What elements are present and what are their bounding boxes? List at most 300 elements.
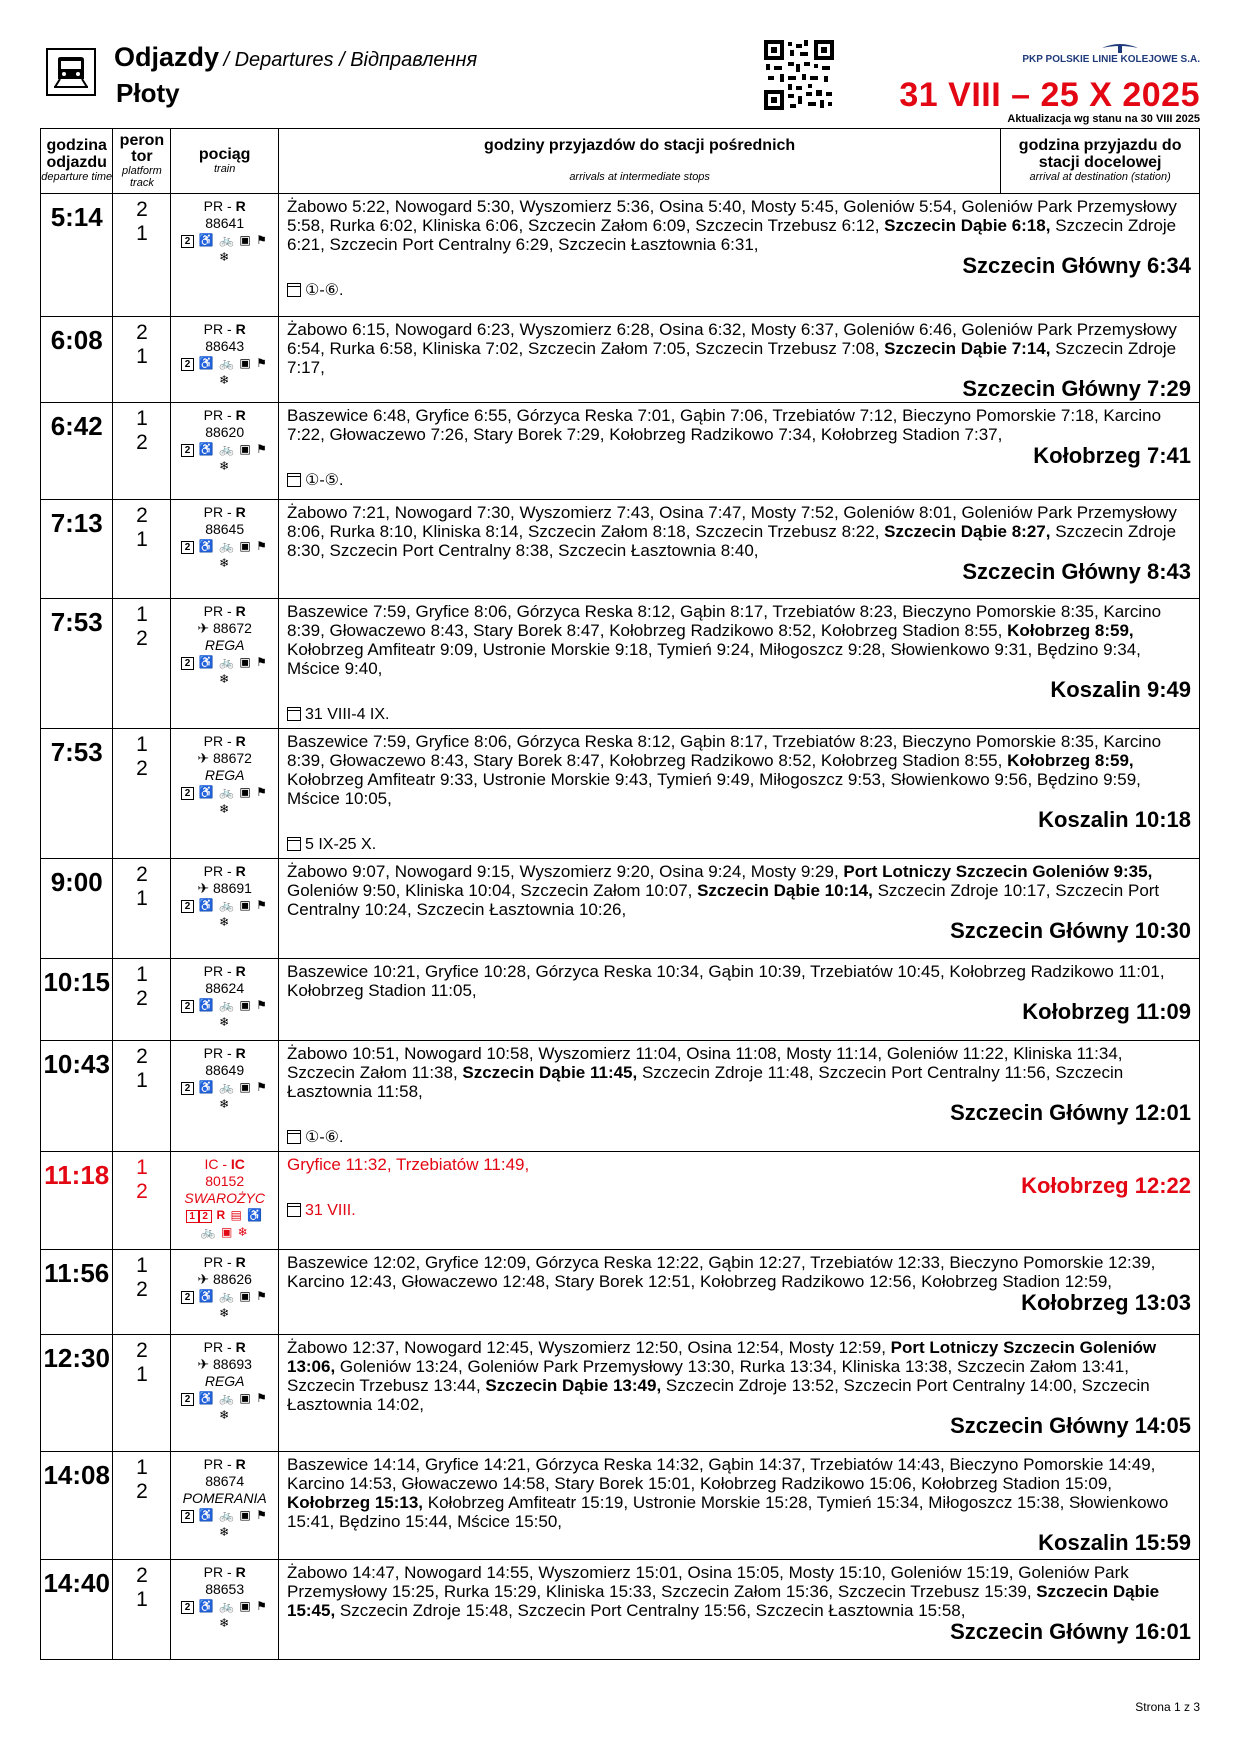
destination-arrival: Kołobrzeg 11:09 xyxy=(1022,999,1191,1024)
luggage-icon: ⚑ xyxy=(256,1508,268,1522)
second-class-icon: 2 xyxy=(181,900,194,913)
platform-track xyxy=(113,859,171,959)
intermediate-stops: Żabowo 12:37, Nowogard 12:45, Wyszomierz 12:50, Osina 12:54, Mosty 12:59, xyxy=(286,1338,891,1357)
platform: 1 xyxy=(136,407,148,430)
train-category: PR - R xyxy=(203,1339,246,1355)
air-conditioning-icon: ❄ xyxy=(219,373,231,387)
air-conditioning-icon: ❄ xyxy=(219,1097,231,1111)
train-category: PR - R xyxy=(203,198,246,214)
intermediate-stops: Baszewice 14:14, Gryfice 14:21, Górzyca Reska 14:32, Gąbin 14:37, Trzebiatów 14:43, Bieczyno Pomorskie 14:49, Karcino 14:53, Głowaczewo 14:58, Stary Borek 15:01, Kołobrzeg Radzikowo 15:06, Kołobrzeg Stadion 15:09, xyxy=(286,1455,1156,1493)
wheelchair-icon: ♿ xyxy=(198,1080,215,1094)
intermediate-stops: Kołobrzeg Amfiteatr 15:19, Ustronie Morskie 15:28, Tymień 15:34, Miłogoszcz 15:38, Słowienkowo 15:41, Będzino 15:44, Mścice 15:50, xyxy=(286,1493,1169,1531)
second-class-icon: 2 xyxy=(181,358,194,371)
bicycle-icon: 🚲 xyxy=(219,1599,236,1613)
table-row xyxy=(41,317,1200,403)
table-row xyxy=(41,1152,1200,1250)
train-number: ✈ 88626 xyxy=(197,1271,252,1287)
stops-list xyxy=(287,1455,1191,1531)
train-number: ✈ 88693 xyxy=(197,1356,252,1372)
bicycle-icon: 🚲 xyxy=(219,539,236,553)
ticket-machine-icon: ▣ xyxy=(239,1599,252,1613)
track: 1 xyxy=(136,1588,148,1611)
bicycle-icon: 🚲 xyxy=(219,1391,236,1405)
stops-list xyxy=(287,406,1191,444)
luggage-icon: ⚑ xyxy=(256,233,268,247)
air-conditioning-icon: ❄ xyxy=(219,1306,231,1320)
departure-time: 14:40 xyxy=(41,1560,113,1660)
train-info xyxy=(171,859,279,959)
destination-arrival: Szczecin Główny 8:43 xyxy=(962,559,1191,584)
departure-time: 6:08 xyxy=(41,317,113,403)
platform: 2 xyxy=(136,863,148,886)
airport-icon: ✈ xyxy=(197,1271,214,1287)
train-number: 88643 xyxy=(205,338,245,354)
luggage-icon: ⚑ xyxy=(256,1289,268,1303)
train-category: PR - R xyxy=(203,603,246,619)
destination-arrival: Koszalin 9:49 xyxy=(1050,677,1191,702)
wheelchair-icon: ♿ xyxy=(198,233,215,247)
col-train: pociąg train xyxy=(171,129,279,194)
train-info xyxy=(171,599,279,729)
intermediate-stops: Szczecin Zdroje 15:48, Szczecin Port Centralny 15:56, Szczecin Łasztownia 15:58, xyxy=(335,1601,966,1620)
train-info xyxy=(171,1152,279,1250)
train-name: REGA xyxy=(204,1373,245,1389)
train-info xyxy=(171,403,279,500)
train-features xyxy=(171,1079,278,1096)
track: 1 xyxy=(136,345,148,368)
stops-list xyxy=(287,503,1191,560)
calendar-icon xyxy=(287,707,301,721)
ticket-machine-icon: ▣ xyxy=(239,1391,252,1405)
train-info xyxy=(171,729,279,859)
track: 2 xyxy=(136,757,148,780)
major-stop: Port Lotniczy Szczecin Goleniów 13:06, xyxy=(286,1338,1157,1376)
timetable-page xyxy=(40,40,1200,1644)
train-info xyxy=(171,959,279,1041)
train-category: PR - R xyxy=(203,733,246,749)
departure-time: 9:00 xyxy=(41,859,113,959)
luggage-icon: ⚑ xyxy=(256,998,268,1012)
operating-days: ①-⑥. xyxy=(287,1128,1191,1147)
stops-list xyxy=(287,1563,1191,1620)
airport-icon: ✈ xyxy=(197,750,214,766)
train-category: PR - R xyxy=(203,1456,246,1472)
table-row xyxy=(41,1335,1200,1452)
air-conditioning-icon: ❄ xyxy=(219,556,231,570)
arrivals xyxy=(278,959,1199,1041)
arrivals xyxy=(278,859,1199,959)
train-features xyxy=(171,232,278,249)
luggage-icon: ⚑ xyxy=(256,539,268,553)
second-class-icon: 2 xyxy=(199,1210,212,1223)
train-info xyxy=(171,1250,279,1335)
platform: 2 xyxy=(136,1339,148,1362)
train-name: REGA xyxy=(204,767,245,783)
train-info xyxy=(171,1452,279,1560)
train-features xyxy=(171,1207,278,1224)
departure-time: 12:30 xyxy=(41,1335,113,1452)
col-destination: godzina przyjazdu do stacji docelowej arrival at destination (station) xyxy=(1001,129,1200,194)
platform-track xyxy=(113,1152,171,1250)
air-conditioning-icon: ❄ xyxy=(219,1408,231,1422)
train-info xyxy=(171,317,279,403)
platform-track xyxy=(113,1250,171,1335)
luggage-icon: ⚑ xyxy=(256,785,268,799)
arrivals xyxy=(278,1152,1199,1250)
calendar-icon xyxy=(287,837,301,851)
platform-track xyxy=(113,1335,171,1452)
destination-arrival: Szczecin Główny 10:30 xyxy=(950,918,1191,943)
operating-days: ①-⑤. xyxy=(287,471,1191,490)
destination-arrival: Szczecin Główny 6:34 xyxy=(962,253,1191,278)
wheelchair-icon: ♿ xyxy=(198,1289,215,1303)
platform: 2 xyxy=(136,1045,148,1068)
luggage-icon: ⚑ xyxy=(256,442,268,456)
table-row xyxy=(41,1452,1200,1560)
train-info xyxy=(171,1560,279,1660)
calendar-icon xyxy=(287,473,301,487)
wheelchair-icon: ♿ xyxy=(198,356,215,370)
operating-days: 31 VIII-4 IX. xyxy=(287,705,1191,724)
air-conditioning-icon: ❄ xyxy=(219,1616,231,1630)
major-stop: Kołobrzeg 15:13, xyxy=(286,1493,424,1512)
air-conditioning-icon: ❄ xyxy=(219,459,231,473)
operator-logo xyxy=(1000,42,1200,65)
table-header xyxy=(41,129,1200,194)
train-icon xyxy=(46,48,96,96)
bicycle-icon: 🚲 xyxy=(219,785,236,799)
ticket-machine-icon: ▣ xyxy=(239,442,252,456)
destination-arrival: Szczecin Główny 12:01 xyxy=(950,1100,1191,1125)
intermediate-stops: Baszewice 7:59, Gryfice 8:06, Górzyca Reska 8:12, Gąbin 8:17, Trzebiatów 8:23, Bieczyno Pomorskie 8:35, Karcino 8:39, Głowaczewo 8:43, Stary Borek 8:47, Kołobrzeg Radzikowo 8:52, Kołobrzeg Stadion 8:55, xyxy=(286,602,1162,640)
platform: 2 xyxy=(136,321,148,344)
ticket-icon: ▤ xyxy=(230,1208,243,1222)
ticket-machine-icon: ▣ xyxy=(239,655,252,669)
col-departure: godzina odjazdu departure time xyxy=(41,129,113,194)
operating-days: ①-⑥. xyxy=(287,281,1191,300)
intermediate-stops: Żabowo 14:47, Nowogard 14:55, Wyszomierz 15:01, Osina 15:05, Mosty 15:10, Goleniów 15:19, Goleniów Park Przemysłowy 15:25, Rurka 15:29, Kliniska 15:33, Szczecin Załom 15:36, Szczecin Trzebusz 15:39, xyxy=(286,1563,1129,1601)
ticket-machine-icon: ▣ xyxy=(239,785,252,799)
calendar-icon xyxy=(287,283,301,297)
table-row xyxy=(41,859,1200,959)
major-stop: Szczecin Dąbie 15:45, xyxy=(286,1582,1160,1620)
train-features xyxy=(171,1598,278,1615)
wheelchair-icon: ♿ xyxy=(198,785,215,799)
ticket-machine-icon: ▣ xyxy=(220,1225,234,1239)
train-info xyxy=(171,194,279,317)
title-pl: Odjazdy xyxy=(114,42,220,72)
intermediate-stops: Kołobrzeg Amfiteatr 9:33, Ustronie Morskie 9:43, Tymień 9:49, Miłogoszcz 9:53, Słowienkowo 9:56, Będzino 9:59, Mścice 10:05, xyxy=(286,770,1141,808)
ticket-machine-icon: ▣ xyxy=(239,539,252,553)
platform: 1 xyxy=(136,963,148,986)
airport-icon: ✈ xyxy=(197,1356,214,1372)
platform: 2 xyxy=(136,504,148,527)
train-category: PR - R xyxy=(203,1564,246,1580)
qr-code-icon xyxy=(764,40,834,110)
departure-time: 10:15 xyxy=(41,959,113,1041)
track: 1 xyxy=(136,1069,148,1092)
train-features xyxy=(171,1507,278,1524)
page-title xyxy=(114,42,477,73)
arrivals xyxy=(278,1335,1199,1452)
luggage-icon: ⚑ xyxy=(256,1080,268,1094)
validity-period: 31 VIII – 25 X 2025 xyxy=(899,76,1200,114)
bicycle-icon: 🚲 xyxy=(219,233,236,247)
title-translations: / Departures / Відправлення xyxy=(223,49,478,71)
bicycle-icon: 🚲 xyxy=(219,655,236,669)
track: 2 xyxy=(136,1278,148,1301)
arrivals xyxy=(278,194,1199,317)
platform: 1 xyxy=(136,1456,148,1479)
ticket-machine-icon: ▣ xyxy=(239,1289,252,1303)
stops-list xyxy=(287,602,1191,678)
air-conditioning-icon: ❄ xyxy=(219,1525,231,1539)
platform: 1 xyxy=(136,603,148,626)
track: 1 xyxy=(136,222,148,245)
arrivals xyxy=(278,1452,1199,1560)
wheelchair-icon: ♿ xyxy=(198,1391,215,1405)
major-stop: Kołobrzeg 8:59, xyxy=(1007,751,1134,770)
track: 1 xyxy=(136,1363,148,1386)
luggage-icon: ⚑ xyxy=(256,1599,268,1613)
intermediate-stops: Goleniów 9:50, Kliniska 10:04, Szczecin Załom 10:07, xyxy=(286,881,698,900)
destination-arrival: Szczecin Główny 16:01 xyxy=(950,1619,1191,1644)
train-features xyxy=(171,654,278,671)
intermediate-stops: Szczecin Zdroje 13:52, Szczecin Port Centralny 14:00, Szczecin Łasztownia 14:02, xyxy=(286,1376,1150,1414)
destination-arrival: Koszalin 10:18 xyxy=(1038,807,1191,832)
stops-list xyxy=(287,732,1191,808)
arrivals xyxy=(278,599,1199,729)
wheelchair-icon: ♿ xyxy=(198,898,215,912)
train-number: 88653 xyxy=(205,1581,245,1597)
departure-time: 14:08 xyxy=(41,1452,113,1560)
train-name: POMERANIA xyxy=(182,1490,267,1506)
destination-arrival: Szczecin Główny 7:29 xyxy=(962,376,1191,401)
platform-track xyxy=(113,959,171,1041)
second-class-icon: 2 xyxy=(181,1393,194,1406)
train-number: ✈ 88691 xyxy=(197,880,252,896)
major-stop: Szczecin Dąbie 11:45, xyxy=(462,1063,638,1082)
table-row xyxy=(41,959,1200,1041)
departure-time: 11:18 xyxy=(41,1152,113,1250)
intermediate-stops: Żabowo 7:21, Nowogard 7:30, Wyszomierz 7:43, Osina 7:47, Mosty 7:52, Goleniów 8:01, Goleniów Park Przemysłowy 8:06, Rurka 8:10, Kliniska 8:14, Szczecin Załom 8:18, Szczecin Trzebusz 8:22, xyxy=(286,503,1177,541)
stops-list xyxy=(287,1044,1191,1101)
table-row xyxy=(41,599,1200,729)
track: 1 xyxy=(136,528,148,551)
second-class-icon: 2 xyxy=(181,1510,194,1523)
wheelchair-icon: ♿ xyxy=(198,998,215,1012)
intermediate-stops: Baszewice 12:02, Gryfice 12:09, Górzyca Reska 12:22, Gąbin 12:27, Trzebiatów 12:33, Bieczyno Pomorskie 12:39, Karcino 12:43, Głowaczewo 12:48, Stary Borek 12:51, Kołobrzeg Radzikowo 12:56, Kołobrzeg Stadion 12:59, xyxy=(286,1253,1156,1291)
destination-arrival: Szczecin Główny 14:05 xyxy=(950,1413,1191,1438)
stops-list xyxy=(287,1155,1191,1174)
platform-track xyxy=(113,599,171,729)
ticket-machine-icon: ▣ xyxy=(239,1080,252,1094)
platform-track xyxy=(113,317,171,403)
reservation-icon: R xyxy=(216,1208,227,1222)
train-number: 88620 xyxy=(205,424,245,440)
intermediate-stops: Szczecin Zdroje 7:17, xyxy=(286,339,1177,377)
platform: 1 xyxy=(136,1156,148,1179)
intermediate-stops: Gryfice 11:32, Trzebiatów 11:49, xyxy=(286,1155,530,1174)
train-features xyxy=(171,538,278,555)
train-number: 88645 xyxy=(205,521,245,537)
train-number: 80152 xyxy=(205,1173,245,1189)
intermediate-stops: Szczecin Zdroje 8:30, Szczecin Port Centralny 8:38, Szczecin Łasztownia 8:40, xyxy=(286,522,1177,560)
wheelchair-icon: ♿ xyxy=(198,1599,215,1613)
bicycle-icon: 🚲 xyxy=(219,356,236,370)
air-conditioning-icon: ❄ xyxy=(237,1225,249,1239)
bicycle-icon: 🚲 xyxy=(200,1225,217,1239)
stops-list xyxy=(287,1338,1191,1414)
air-conditioning-icon: ❄ xyxy=(219,915,231,929)
bicycle-icon: 🚲 xyxy=(219,442,236,456)
train-info xyxy=(171,1041,279,1152)
major-stop: Kołobrzeg 8:59, xyxy=(1007,621,1134,640)
train-number: 88649 xyxy=(205,1062,245,1078)
platform-track xyxy=(113,729,171,859)
train-features xyxy=(171,897,278,914)
departure-time: 5:14 xyxy=(41,194,113,317)
train-category: PR - R xyxy=(203,963,246,979)
luggage-icon: ⚑ xyxy=(256,655,268,669)
first-class-icon: 1 xyxy=(186,1210,199,1223)
major-stop: Szczecin Dąbie 13:49, xyxy=(485,1376,662,1395)
intermediate-stops: Baszewice 10:21, Gryfice 10:28, Górzyca Reska 10:34, Gąbin 10:39, Trzebiatów 10:45, Kołobrzeg Radzikowo 11:01, Kołobrzeg Stadion 11:05, xyxy=(286,962,1165,1000)
platform-track xyxy=(113,1041,171,1152)
table-row xyxy=(41,1560,1200,1660)
train-number: 88641 xyxy=(205,215,245,231)
departure-time: 7:13 xyxy=(41,500,113,599)
wheelchair-icon: ♿ xyxy=(198,1508,215,1522)
destination-arrival: Kołobrzeg 7:41 xyxy=(1033,443,1191,468)
train-category: PR - R xyxy=(203,504,246,520)
second-class-icon: 2 xyxy=(181,1082,194,1095)
ticket-machine-icon: ▣ xyxy=(239,898,252,912)
departure-time: 11:56 xyxy=(41,1250,113,1335)
train-features xyxy=(171,784,278,801)
train-features xyxy=(171,997,278,1014)
airport-icon: ✈ xyxy=(197,620,214,636)
wheelchair-icon: ♿ xyxy=(198,442,215,456)
operating-days: 31 VIII. xyxy=(287,1201,1191,1220)
track: 2 xyxy=(136,627,148,650)
second-class-icon: 2 xyxy=(181,787,194,800)
platform: 1 xyxy=(136,1254,148,1277)
ticket-machine-icon: ▣ xyxy=(239,356,252,370)
intermediate-stops: Żabowo 10:51, Nowogard 10:58, Wyszomierz 11:04, Osina 11:08, Mosty 11:14, Goleniów 11:22, Kliniska 11:34, Szczecin Załom 11:38, xyxy=(286,1044,1123,1082)
train-name: REGA xyxy=(204,637,245,653)
platform: 1 xyxy=(136,733,148,756)
second-class-icon: 2 xyxy=(181,1601,194,1614)
major-stop: Szczecin Dąbie 10:14, xyxy=(697,881,873,900)
second-class-icon: 2 xyxy=(181,1000,194,1013)
ticket-machine-icon: ▣ xyxy=(239,998,252,1012)
stops-list xyxy=(287,197,1191,254)
major-stop: Port Lotniczy Szczecin Goleniów 9:35, xyxy=(843,862,1153,881)
calendar-icon xyxy=(287,1203,301,1217)
bicycle-icon: 🚲 xyxy=(219,898,236,912)
train-category: PR - R xyxy=(203,321,246,337)
intermediate-stops: Szczecin Zdroje 11:48, Szczecin Port Centralny 11:56, Szczecin Łasztownia 11:58, xyxy=(286,1063,1124,1101)
platform-track xyxy=(113,1560,171,1660)
train-number: 88624 xyxy=(205,980,245,996)
train-name: SWAROŻYC xyxy=(184,1190,265,1206)
arrivals xyxy=(278,1250,1199,1335)
col-arrivals: godziny przyjazdów do stacji pośrednich arrivals at intermediate stops xyxy=(278,129,1000,194)
track: 2 xyxy=(136,1480,148,1503)
platform: 2 xyxy=(136,1564,148,1587)
intermediate-stops: Baszewice 6:48, Gryfice 6:55, Górzyca Reska 7:01, Gąbin 7:06, Trzebiatów 7:12, Bieczyno Pomorskie 7:18, Karcino 7:22, Głowaczewo 7:26, Stary Borek 7:29, Kołobrzeg Radzikowo 7:34, Kołobrzeg Stadion 7:37, xyxy=(286,406,1162,444)
second-class-icon: 2 xyxy=(181,235,194,248)
train-info xyxy=(171,500,279,599)
destination-arrival: Koszalin 15:59 xyxy=(1038,1530,1191,1555)
destination-arrival: Kołobrzeg 12:22 xyxy=(1021,1173,1191,1198)
wheelchair-icon: ♿ xyxy=(247,1208,264,1222)
calendar-icon xyxy=(287,1130,301,1144)
ticket-machine-icon: ▣ xyxy=(239,1508,252,1522)
platform-track xyxy=(113,403,171,500)
intermediate-stops: Żabowo 9:07, Nowogard 9:15, Wyszomierz 9:20, Osina 9:24, Mosty 9:29, xyxy=(286,862,844,881)
destination-arrival: Kołobrzeg 13:03 xyxy=(1021,1290,1191,1315)
stops-list xyxy=(287,320,1191,377)
train-features xyxy=(171,441,278,458)
intermediate-stops: Żabowo 6:15, Nowogard 6:23, Wyszomierz 6:28, Osina 6:32, Mosty 6:37, Goleniów 6:46, Goleniów Park Przemysłowy 6:54, Rurka 6:58, Kliniska 7:02, Szczecin Załom 7:05, Szczecin Trzebusz 7:08, xyxy=(286,320,1177,358)
platform-track xyxy=(113,194,171,317)
major-stop: Szczecin Dąbie 7:14, xyxy=(884,339,1051,358)
departure-time: 7:53 xyxy=(41,599,113,729)
departure-time: 10:43 xyxy=(41,1041,113,1152)
intermediate-stops: Goleniów 13:24, Goleniów Park Przemysłowy 13:30, Rurka 13:34, Kliniska 13:38, Szczecin Załom 13:41, Szczecin Trzebusz 13:44, xyxy=(286,1357,1129,1395)
operating-days: 5 IX-25 X. xyxy=(287,835,1191,854)
train-category: PR - R xyxy=(203,1045,246,1061)
update-date: Aktualizacja wg stanu na 30 VIII 2025 xyxy=(1007,113,1200,125)
table-row xyxy=(41,729,1200,859)
train-category: PR - R xyxy=(203,863,246,879)
track: 2 xyxy=(136,1180,148,1203)
arrivals xyxy=(278,1560,1199,1660)
intermediate-stops: Szczecin Zdroje 6:21, Szczecin Port Centralny 6:29, Szczecin Łasztownia 6:31, xyxy=(286,216,1177,254)
platform: 2 xyxy=(136,198,148,221)
page-number: Strona 1 z 3 xyxy=(1135,1700,1200,1714)
luggage-icon: ⚑ xyxy=(256,356,268,370)
bicycle-icon: 🚲 xyxy=(219,1289,236,1303)
intermediate-stops: Szczecin Zdroje 10:17, Szczecin Port Centralny 10:24, Szczecin Łasztownia 10:26, xyxy=(286,881,1160,919)
table-row xyxy=(41,194,1200,317)
major-stop: Szczecin Dąbie 8:27, xyxy=(884,522,1051,541)
platform-track xyxy=(113,1452,171,1560)
train-number: ✈ 88672 xyxy=(197,750,252,766)
train-features xyxy=(171,1288,278,1305)
station-name: Płoty xyxy=(116,78,180,108)
track: 2 xyxy=(136,431,148,454)
luggage-icon: ⚑ xyxy=(256,898,268,912)
arrivals xyxy=(278,403,1199,500)
operator-name: PKP POLSKIE LINIE KOLEJOWE S.A. xyxy=(1022,54,1200,65)
intermediate-stops: Żabowo 5:22, Nowogard 5:30, Wyszomierz 5:36, Osina 5:40, Mosty 5:45, Goleniów 5:54, Goleniów Park Przemysłowy 5:58, Rurka 6:02, Kliniska 6:06, Szczecin Załom 6:09, Szczecin Trzebusz 6:12, xyxy=(286,197,1177,235)
airport-icon: ✈ xyxy=(197,880,214,896)
train-number: ✈ 88672 xyxy=(197,620,252,636)
arrivals xyxy=(278,1041,1199,1152)
second-class-icon: 2 xyxy=(181,1291,194,1304)
train-number: 88674 xyxy=(205,1473,245,1489)
stops-list xyxy=(287,862,1191,919)
ticket-machine-icon: ▣ xyxy=(239,233,252,247)
luggage-icon: ⚑ xyxy=(256,1391,268,1405)
departure-time: 7:53 xyxy=(41,729,113,859)
arrivals xyxy=(278,729,1199,859)
train-category: PR - R xyxy=(203,407,246,423)
table-row xyxy=(41,403,1200,500)
